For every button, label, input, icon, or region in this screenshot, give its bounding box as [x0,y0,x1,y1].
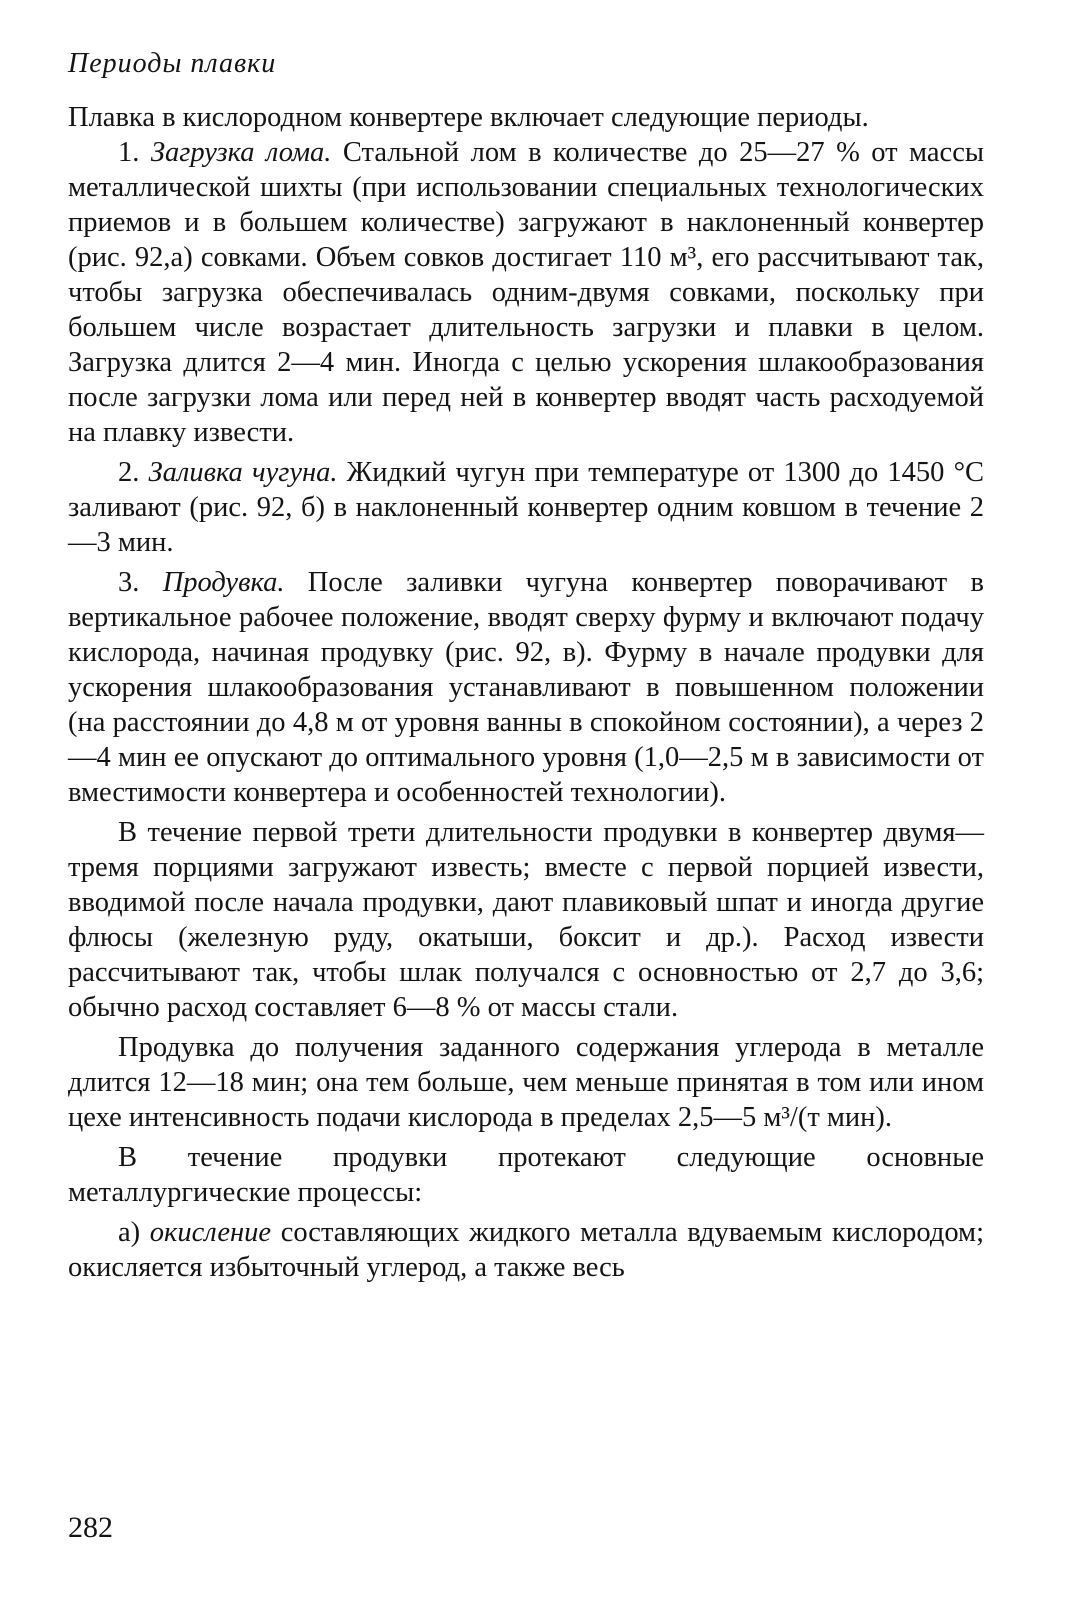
page-number: 282 [68,1511,113,1544]
item-number: 2. [118,457,149,488]
item-text: составляющих жидкого металла вдуваемым кислородом; окисляется избыточный углерод, а также весь [68,1217,985,1283]
paragraph-scrap-loading [68,135,984,450]
paragraph-intro: Плавка в кислородном конвертере включает следующие периоды. [68,102,869,133]
page-content [68,44,984,1285]
paragraph-blowing [68,565,984,810]
paragraph-oxidation [68,1215,984,1285]
item-text: Жидкий чугун при температуре от 1300 до 1450 °С заливают (рис. 92, б) в наклоненный конвертер одним ковшом в течение 2—3 мин. [68,457,984,558]
paragraph-iron-pouring [68,455,984,560]
item-term: Продувка. [162,567,285,598]
item-text: После заливки чугуна конвертер поворачивают в вертикальное рабочее положение, вводят сверху фурму и включают подачу кислорода, начиная продувку (рис. 92, в). Фурму в начале продувки для ускорения шлакообразования устанавливают в повышенном положении (на расстоянии до 4,8 м от уровня ванны в спокойном состоянии), а через 2—4 мин ее опускают до оптимального уровня (1,0—2,5 м в зависимости от вместимости конвертера и особенностей технологии). [68,567,984,808]
item-text: Стальной лом в количестве до 25—27 % от массы металлической шихты (при использовании специальных технологических приемов и в большем количестве) загружают в наклоненный конвертер (рис. 92,а) совками. Объем совков достигает 110 м³, его рассчитывают так, чтобы загрузка обеспечивалась одним-двумя совками, поскольку при большем числе возрастает длительность загрузки и плавки в целом. Загрузка длится 2—4 мин. Иногда с целью ускорения шлакообразования после загрузки лома или перед ней в конвертер вводят часть расходуемой на плавку извести. [68,137,984,448]
item-number: а) [118,1217,150,1248]
section-title: Периоды плавки [68,48,277,79]
item-term: Заливка чугуна. [148,457,338,488]
paragraph-processes-intro: В течение продувки протекают следующие основные металлургические процессы: [68,1142,984,1208]
item-term: окисление [149,1217,272,1248]
paragraph-lime-charging: В течение первой трети длительности продувки в конвертер двумя—тремя порциями загружают известь; вместе с первой порцией извести, вводимой после начала продувки, дают плавиковый шпат и иногда другие флюсы (железную руду, окатыши, боксит и др.). Расход извести рассчитывают так, чтобы шлак получался с основностью от 2,7 до 3,6; обычно расход составляет 6—8 % от массы стали. [68,817,984,1023]
paragraph-blowing-duration: Продувка до получения заданного содержания углерода в металле длится 12—18 мин; она тем больше, чем меньше принятая в том или ином цехе интенсивность подачи кислорода в пределах 2,5—5 м³/(т мин). [68,1032,984,1133]
item-term: Загрузка лома. [150,137,332,168]
item-number: 1. [118,137,151,168]
item-number: 3. [118,567,163,598]
